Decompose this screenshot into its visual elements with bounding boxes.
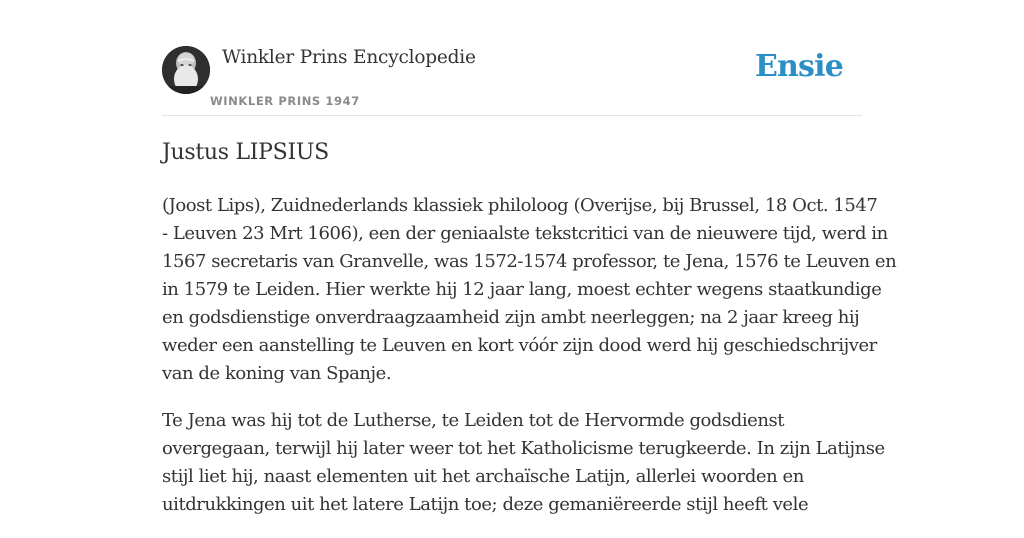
text-line: - Leuven 23 Mrt 1606), een der geniaalste tekstcritici van de nieuwere tijd, werd in	[162, 223, 888, 244]
text-line: 1567 secretaris van Granvelle, was 1572-1574 professor, te Jena, 1576 te Leuven en	[162, 251, 897, 272]
text-line: (Joost Lips), Zuidnederlands klassiek philoloog (Overijse, bij Brussel, 18 Oct. 1547	[162, 195, 878, 216]
paragraph	[162, 192, 897, 388]
text-line: overgegaan, terwijl hij later weer tot het Katholicisme terugkeerde. In zijn Latijnse	[162, 438, 885, 459]
text-line: weder een aanstelling te Leuven en kort vóór zijn dood werd hij geschiedschrijver	[162, 335, 877, 356]
article-title: Justus LIPSIUS	[162, 140, 329, 165]
bearded-man-portrait-icon	[162, 46, 210, 94]
text-line: van de koning van Spanje.	[162, 363, 392, 384]
brand-logo-link[interactable]: Ensie	[754, 49, 843, 84]
text-line: Te Jena was hij tot de Lutherse, te Leiden tot de Hervormde godsdienst	[162, 410, 785, 431]
text-line: en godsdienstige onverdraagzaamheid zijn ambt neerleggen; na 2 jaar kreeg hij	[162, 307, 860, 328]
text-line: in 1579 te Leiden. Hier werkte hij 12 jaar lang, moest echter wegens staatkundige	[162, 279, 882, 300]
text-line: uitdrukkingen uit het latere Latijn toe; deze gemaniëreerde stijl heeft vele	[162, 494, 809, 515]
source-title[interactable]: Winkler Prins Encyclopedie	[222, 47, 476, 68]
source-header	[162, 44, 862, 116]
article-body	[162, 192, 897, 538]
avatar[interactable]	[162, 46, 210, 94]
text-line: stijl liet hij, naast elementen uit het archaïsche Latijn, allerlei woorden en	[162, 466, 804, 487]
source-subtitle[interactable]: WINKLER PRINS 1947	[210, 94, 360, 108]
paragraph	[162, 407, 885, 519]
